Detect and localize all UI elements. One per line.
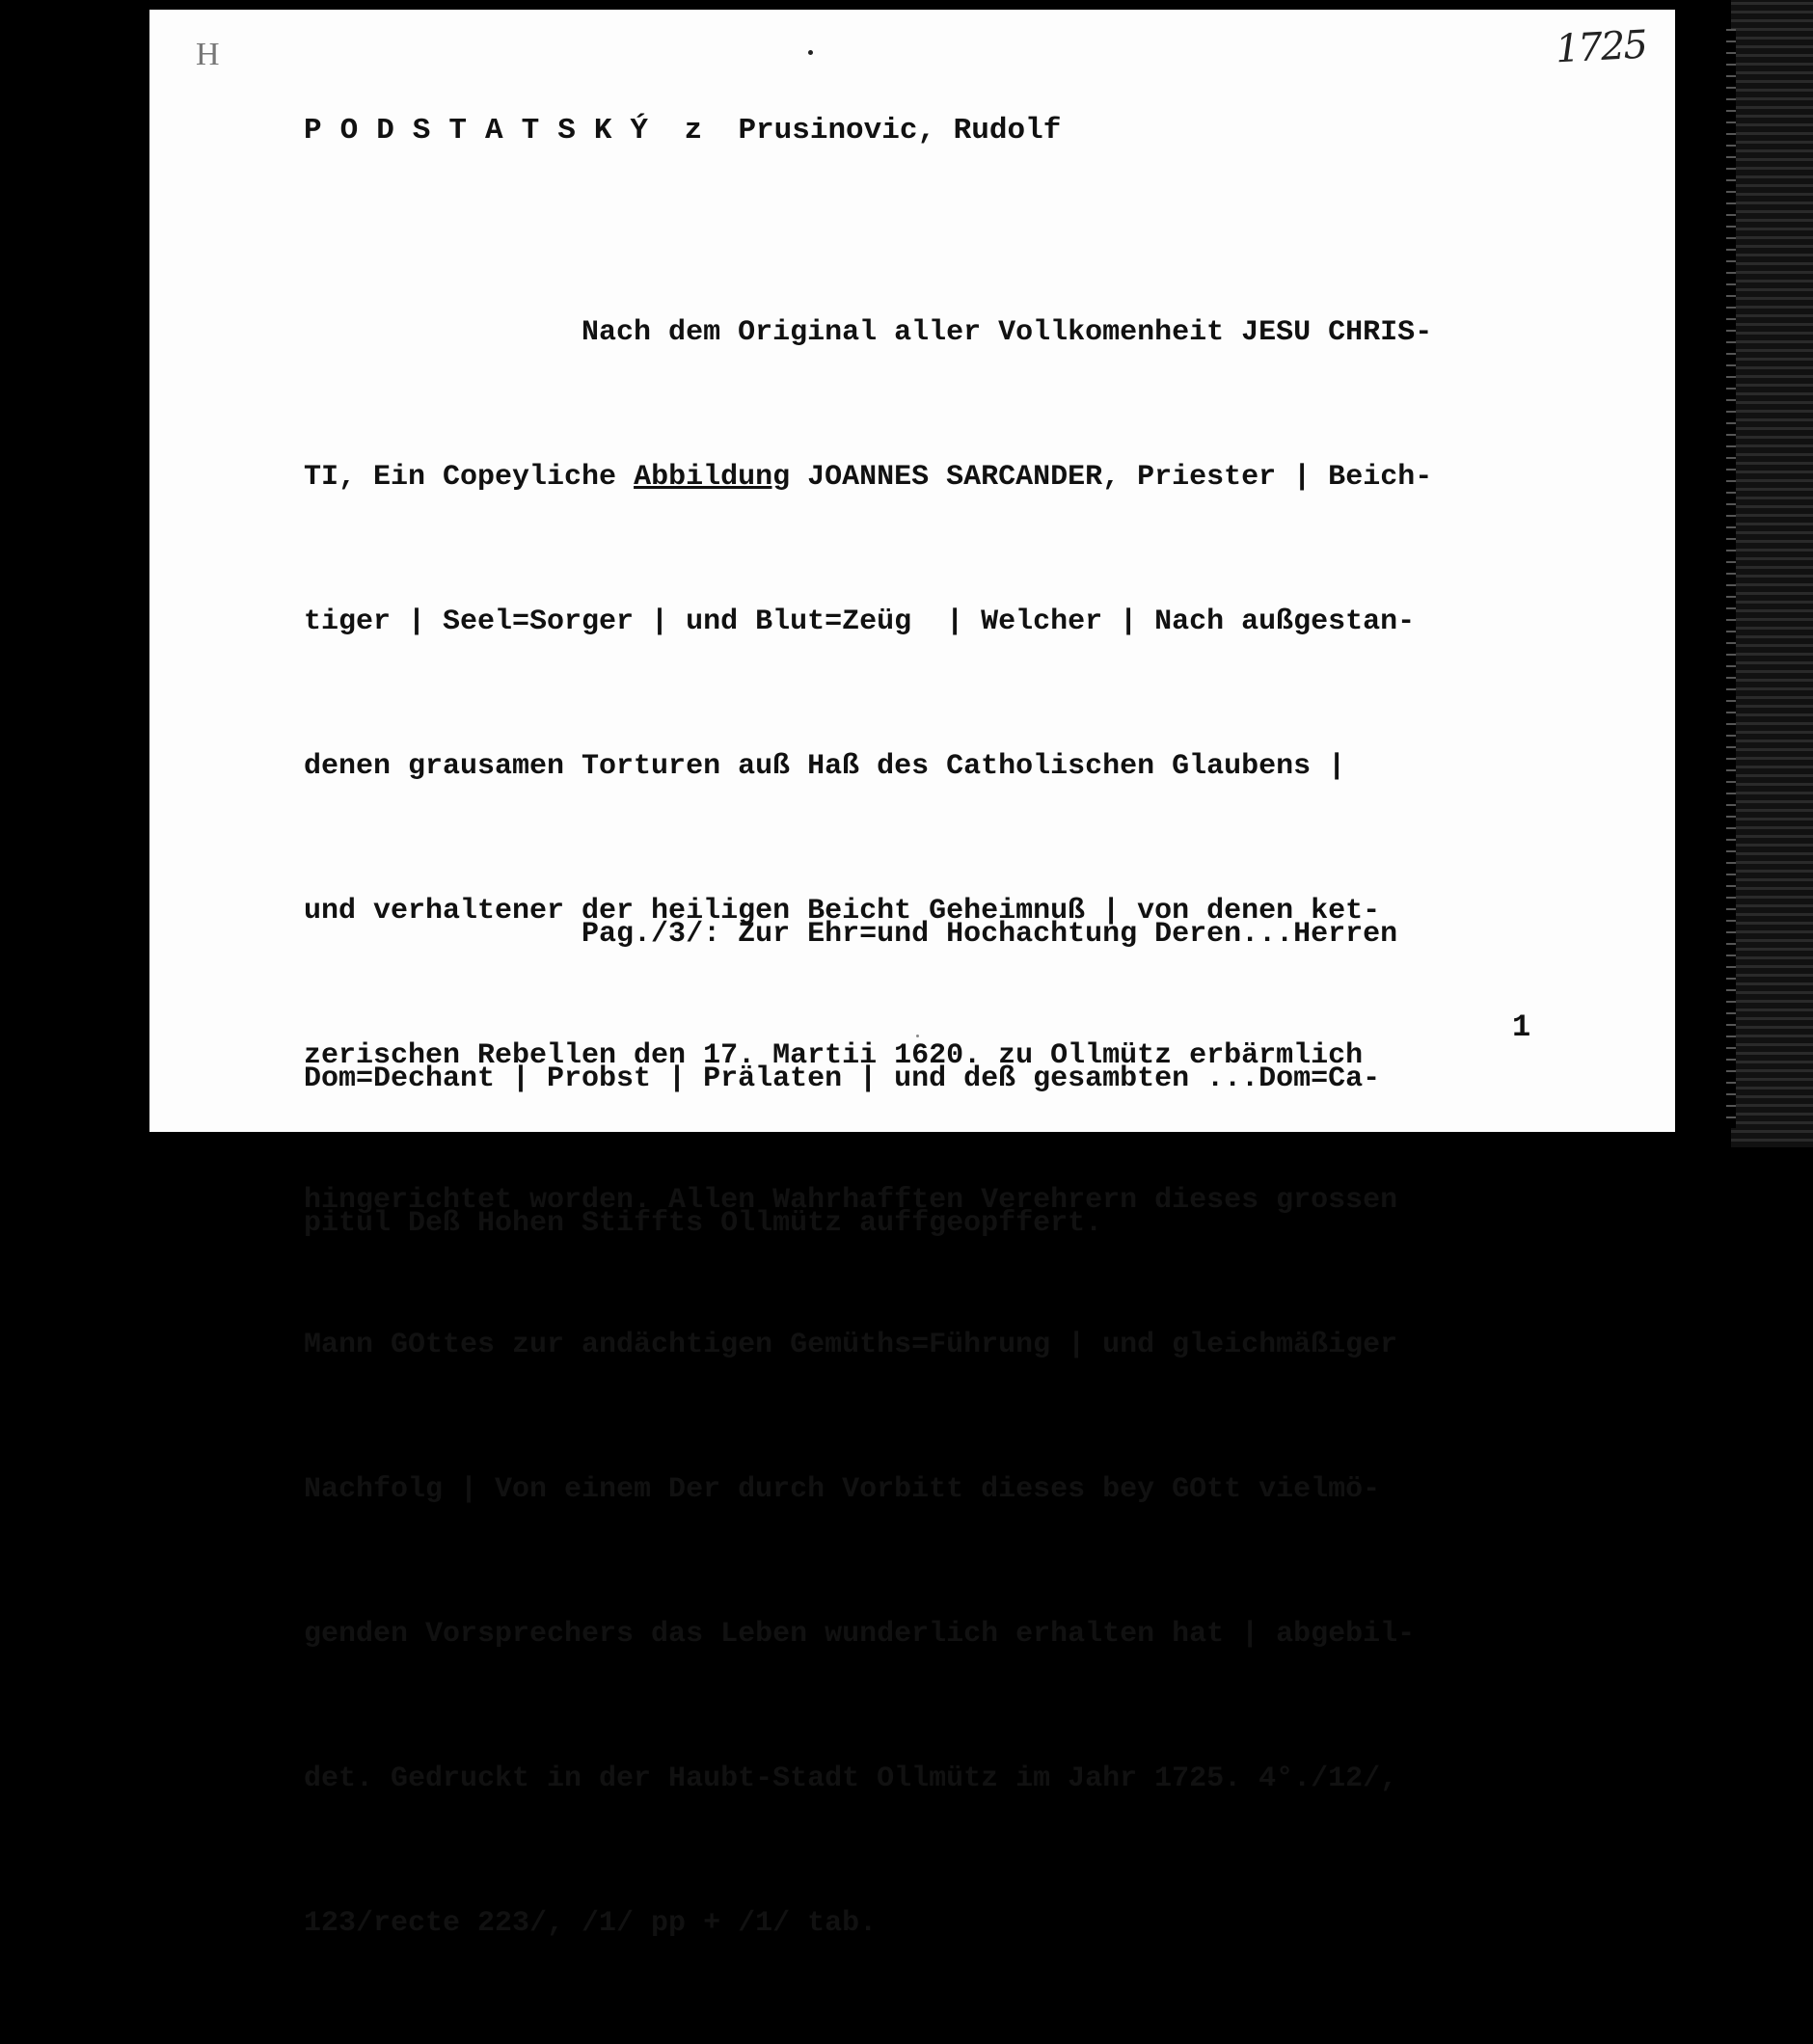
text-segment: JOANNES SARCANDER, Priester | Beich- [790, 461, 1433, 494]
text-line: Pag./3/: Zur Ehr=und Hochachtung Deren...Herren [304, 918, 1398, 951]
text-line: Dom=Dechant | Probst | Prälaten | und deß gesambten ...Dom=Ca- [304, 1062, 1381, 1095]
catalog-card [149, 10, 1675, 1940]
text-line: pitul Deß Hohen Stiffts Ollmütz auffgeopffert. [304, 1207, 1103, 1240]
text-line: Nachfolg | Von einem Der durch Vorbitt dieses bey GOtt vielmö- [304, 1473, 1381, 1506]
text-line: Nach dem Original aller Vollkomenheit JESU CHRIS- [304, 316, 1433, 349]
handwritten-catalog-number: 1725 [1554, 22, 1647, 72]
page-note-paragraph [304, 814, 1397, 1344]
heading-rest: z Prusinovic, Rudolf [666, 114, 1062, 148]
text-line: hingerichtet worden. Allen Wahrhafften Verehrern dieses grossen [304, 1184, 1398, 1217]
underlined-word: Abbildung [634, 461, 791, 494]
text-line [304, 453, 1432, 501]
text-line: genden Vorsprechers das Leben wunderlich erhalten hat | abgebil- [304, 1618, 1416, 1651]
heading-surname: PODSTATSKÝ [304, 114, 667, 148]
text-line: det. Gedruckt in der Haubt-Stadt Ollmütz im Jahr 1725. 4°./12/, [304, 1762, 1398, 1795]
text-line: tiger | Seel=Sorger | und Blut=Zeüg | Welcher | Nach außgestan- [304, 605, 1416, 638]
text-line: denen grausamen Torturen auß Haß des Catholischen Glaubens | [304, 750, 1346, 783]
text-line: und verhaltener der heiligen Beicht Geheimnuß | von denen ket- [304, 895, 1381, 928]
corner-mark: H [196, 37, 220, 72]
speck [808, 50, 813, 55]
text-segment: TI, Ein Copeyliche [304, 461, 635, 494]
entry-heading [304, 114, 1061, 148]
text-line: Mann GOttes zur andächtigen Gemüths=Führung | und gleichmäßiger [304, 1329, 1398, 1361]
text-line: zerischen Rebellen den 17. Martii 1620. zu Ollmütz erbärmlich [304, 1039, 1364, 1072]
film-edge-marks [1726, 29, 1736, 1128]
film-edge-strip [1731, 0, 1813, 1147]
text-line: 123/recte 223/, /1/ pp + /1/ tab. [304, 1907, 878, 1940]
page-number: 1 [1512, 1009, 1531, 1045]
